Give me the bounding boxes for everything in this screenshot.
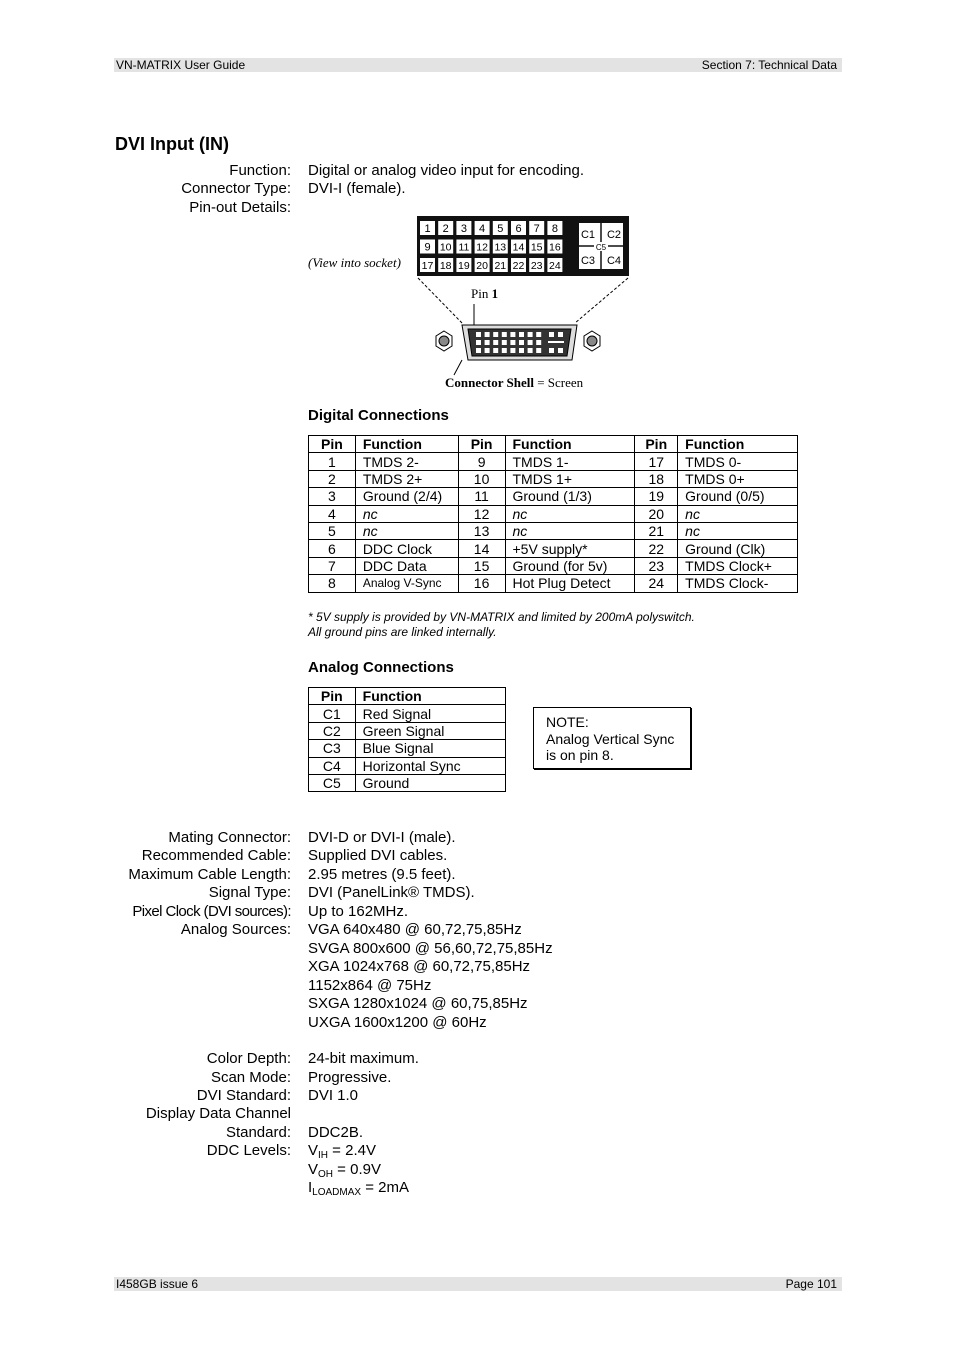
table-row: C3 Blue Signal (309, 740, 506, 757)
shell-pin-dot (502, 348, 507, 353)
table-row: 7 DDC Data 15 Ground (for 5v) 23 TMDS Clock+ (309, 557, 798, 574)
analog-source-item: SXGA 1280x1024 @ 60,75,85Hz (308, 995, 528, 1012)
pin-number: 2 (442, 223, 449, 235)
pin-number: 15 (530, 241, 543, 254)
shell-pin-dot (528, 340, 533, 345)
table-row: C1 Red Signal (309, 705, 506, 722)
pin-number: 6 (515, 223, 522, 235)
table-row: 5 nc 13 nc 21 nc (309, 522, 798, 539)
pin-number: 22 (512, 260, 525, 272)
connector-shell-label: Connector Shell = Screen (445, 375, 584, 390)
shell-pin-dot (493, 340, 498, 345)
shell-analog-dot (558, 332, 563, 337)
table-row: 4 nc 12 nc 20 nc (309, 505, 798, 522)
pin-number: 13 (494, 241, 507, 254)
footer-right: Page 101 (785, 1277, 837, 1291)
pin-number: 11 (458, 241, 470, 254)
shell-pin-dot (519, 348, 524, 353)
table-row: C4 Horizontal Sync (309, 757, 506, 774)
shell-ground-bar (548, 341, 564, 343)
vsync-note: NOTE: Analog Vertical Sync is on pin 8. (533, 707, 691, 769)
shell-pin-dot (476, 340, 481, 345)
shell-pin-dot (476, 348, 481, 353)
shell-pins (476, 332, 564, 353)
shell-pin-dot (519, 340, 524, 345)
table-header-row: Pin Function Pin Function Pin Function (309, 436, 798, 453)
page-footer (114, 1277, 842, 1291)
pin-number: 14 (512, 241, 525, 254)
pin-number: 19 (458, 260, 470, 272)
ddc-level-iload: $I_{LOADMAX} = 2mA$ (308, 1179, 410, 1198)
analog-c2: C2 (606, 229, 622, 241)
pin1-label: Pin 1 (471, 286, 499, 301)
table-row: C5 Ground (309, 774, 506, 791)
analog-source-item: UXGA 1600x1200 @ 60Hz (308, 1013, 487, 1031)
digital-heading: Digital Connections (308, 407, 449, 424)
pin-number: 1 (424, 223, 431, 235)
shell-pin-dot (510, 332, 515, 337)
pin-number: 24 (549, 260, 561, 272)
right-screw-icon (584, 331, 600, 351)
shell-pin-dot (502, 340, 507, 345)
pin-number: 5 (497, 223, 504, 235)
shell-pin-dot (502, 332, 507, 337)
shell-pin-dot (528, 348, 533, 353)
table-row: C2 Green Signal (309, 722, 506, 739)
shell-analog-dot (549, 348, 554, 353)
header-left: VN-MATRIX User Guide (116, 58, 246, 72)
shell-pin-dot (510, 340, 515, 345)
shell-pin-dot (485, 340, 490, 345)
pin-number: 17 (421, 260, 434, 272)
pin-number: 16 (549, 241, 561, 254)
pin-number: 12 (476, 241, 488, 254)
analog-connections-table (308, 687, 506, 792)
pin-number: 10 (439, 241, 452, 254)
analog-heading: Analog Connections (308, 659, 454, 676)
header-right: Section 7: Technical Data (701, 58, 837, 72)
digital-connections-table (308, 435, 798, 593)
pin-number: 18 (439, 260, 452, 272)
shell-pin-dot (536, 332, 541, 337)
digital-footnote: * 5V supply is provided by VN-MATRIX and limited by 200mA polyswitch. All ground pins are linked internally. (308, 610, 695, 639)
pin-number: 4 (479, 223, 486, 235)
shell-pin-dot (476, 332, 481, 337)
shell-analog-dot (549, 332, 554, 337)
pin-number: 20 (476, 260, 488, 272)
pin-number: 9 (424, 241, 431, 254)
analog-source-item: SVGA 800x600 @ 56,60,72,75,85Hz (308, 939, 553, 957)
analog-c1: C1 (580, 229, 596, 241)
view-caption: (View into socket) (308, 255, 401, 270)
shell-pin-dot (536, 348, 541, 353)
analog-source-item: 1152x864 @ 75Hz (308, 976, 432, 994)
dvi-connector-diagram (300, 210, 640, 400)
table-row: 1 TMDS 2- 9 TMDS 1- 17 TMDS 0- (309, 453, 798, 470)
left-screw-icon (436, 331, 452, 351)
shell-pin-dot (528, 332, 533, 337)
pin-number: 7 (533, 223, 540, 235)
shell-pin-dot (536, 340, 541, 345)
shell-pin-dot (485, 348, 490, 353)
analog-c3: C3 (580, 255, 596, 267)
ddc-level-vih: $V_{IH} = 2.4V$ (308, 1142, 376, 1161)
analog-c4: C4 (606, 255, 622, 267)
table-row: 6 DDC Clock 14 +5V supply* 22 Ground (Clk) (309, 540, 798, 557)
ddc-level-voh: $V_{OH} = 0.9V$ (308, 1160, 381, 1180)
shell-pin-dot (519, 332, 524, 337)
pin-number: 21 (494, 260, 507, 272)
page-header (114, 58, 842, 72)
shell-pin-dot (493, 332, 498, 337)
shell-analog-dot (558, 348, 563, 353)
shell-pin-dot (510, 348, 515, 353)
analog-c5: C5 (595, 243, 607, 252)
pin-number: 8 (551, 223, 558, 235)
analog-source-item: XGA 1024x768 @ 60,72,75,85Hz (308, 958, 531, 975)
section-title: DVI Input (IN) (115, 134, 229, 154)
table-row: 3 Ground (2/4) 11 Ground (1/3) 19 Ground (0/5) (309, 488, 798, 505)
shell-pin-dot (485, 332, 490, 337)
pin-number: 3 (460, 223, 467, 235)
footer-left: I458GB issue 6 (116, 1277, 199, 1291)
pin-number: 23 (530, 260, 543, 272)
table-header-row: Pin Function (309, 688, 506, 705)
shell-pin-dot (493, 348, 498, 353)
analog-source-item: VGA 640x480 @ 60,72,75,85Hz (308, 921, 522, 938)
table-row: 2 TMDS 2+ 10 TMDS 1+ 18 TMDS 0+ (309, 470, 798, 487)
table-row: 8 Analog V-Sync 16 Hot Plug Detect 24 TMDS Clock- (309, 575, 798, 592)
